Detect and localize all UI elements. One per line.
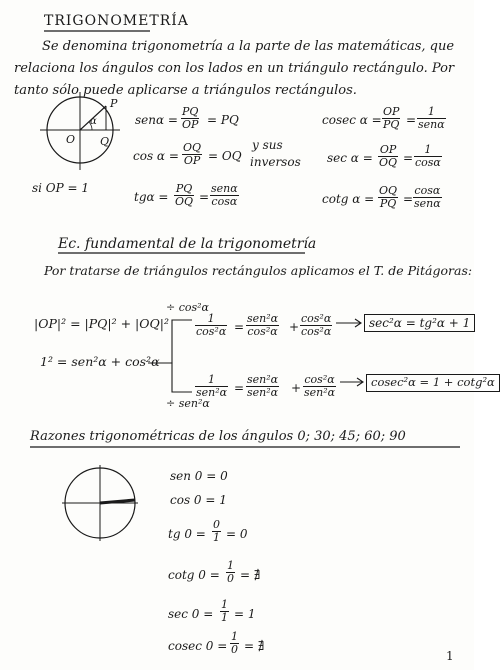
intro-line-1: Se denomina trigonometría a la parte de las matemáticas, que — [42, 39, 455, 54]
figure-label-p: P — [110, 97, 118, 110]
cotg-zero-rhs: = ∄ — [240, 568, 261, 582]
r2-frac-1: 1 sen²α — [196, 373, 228, 399]
tg-fraction-1: $\frac{PQ}{OQ}$ — [175, 182, 194, 208]
sec-eq: = — [403, 151, 414, 165]
r2-result-box: cosec²α = 1 + cotg²α — [366, 374, 500, 392]
cotg-fraction-2: cosα senα — [414, 184, 441, 210]
r2-eq: = — [234, 381, 245, 395]
sen-fraction: $\frac{PQ}{OP}$ — [182, 105, 199, 131]
cosec-eq: = — [406, 113, 417, 127]
circle-angle-zero-figure — [62, 465, 138, 541]
sec-fraction-2: $\frac{1}{\cos\alpha}$ — [415, 143, 441, 169]
sec-zero-fraction: $\frac{1}{1}$ — [221, 598, 228, 624]
cotg-zero-lhs: cotg 0 = — [168, 568, 220, 582]
cotg-eq: = — [403, 192, 414, 206]
divide-by-cos-label: ÷ cos²α — [166, 301, 209, 314]
cosec-zero-lhs: cosec 0 = — [168, 639, 228, 653]
sec-fraction-1: $\frac{OP}{OQ}$ — [379, 143, 398, 169]
cos-fraction: $\frac{OQ}{OP}$ — [183, 141, 202, 167]
r2-frac-2: sen²α sen²α — [247, 373, 279, 399]
cosec-fraction-1: $\frac{OP}{PQ}$ — [383, 105, 400, 131]
pythagoras-equation: |OP|² = |PQ|² + |OQ|² — [34, 316, 169, 331]
r1-eq: = — [234, 320, 245, 334]
intro-line-3: tanto sólo puede aplicarse a triángulos rectángulos. — [14, 83, 357, 98]
sen-zero: sen 0 = 0 — [170, 469, 228, 483]
cotg-zero-fraction: $\frac{1}{0}$ — [227, 559, 234, 585]
r1-result-box: sec²α = tg²α + 1 — [364, 314, 475, 332]
r2-frac-3: cos²α sen²α — [304, 373, 336, 399]
cosec-lhs: cosec α = — [322, 113, 382, 127]
r1-frac-3: $\frac{\text{cos²α}}{\text{cos²α}}$ — [301, 312, 332, 338]
tg-eq: = — [199, 190, 210, 204]
section2-text: Por tratarse de triángulos rectángulos aplicamos el T. de Pitágoras: — [44, 263, 473, 278]
cosec-fraction-2: 1 senα — [418, 105, 445, 131]
cotg-lhs: cotg α = — [322, 192, 375, 206]
cosec-zero-fraction: $\frac{1}{0}$ — [231, 630, 238, 656]
r1-plus: + — [289, 320, 300, 334]
divide-by-sen-label: ÷ sen²α — [166, 397, 210, 410]
tg-fraction-2: senα cosα — [211, 182, 238, 208]
cos-lhs: cos α = — [133, 149, 179, 163]
sec-zero-rhs: = 1 — [234, 607, 256, 621]
figure-label-alpha: α — [90, 116, 97, 127]
inversos-line-1: y sus — [252, 138, 283, 152]
cos-zero: cos 0 = 1 — [170, 493, 227, 507]
tg-zero-lhs: tg 0 = — [168, 527, 206, 541]
sen-lhs: senα = — [135, 113, 178, 127]
tg-zero-rhs: = 0 — [226, 527, 248, 541]
cotg-fraction-1: $\frac{OQ}{PQ}$ — [379, 184, 398, 210]
tg-zero-fraction: $\frac{0}{1}$ — [213, 518, 220, 544]
r1-frac-2: sen²α cos²α — [247, 312, 279, 338]
inversos-line-2: inversos — [250, 155, 301, 169]
r1-frac-1: $\frac{1}{\text{cos²α}}$ — [196, 312, 227, 338]
sec-lhs: sec α = — [327, 151, 373, 165]
cosec-zero-rhs: = ∄ — [244, 639, 265, 653]
r2-plus: + — [291, 381, 302, 395]
intro-line-2: relaciona los ángulos con los lados en un triángulo rectángulo. Por — [14, 61, 455, 76]
sen-rhs: = PQ — [207, 113, 239, 127]
tg-lhs: tgα = — [134, 190, 169, 204]
condition-op: si OP = 1 — [32, 181, 90, 195]
fundamental-identity: 1² = sen²α + cos²α — [40, 354, 160, 369]
cos-rhs: = OQ — [208, 149, 242, 163]
figure-label-o: O — [66, 133, 76, 146]
figure-label-q: Q — [100, 135, 110, 148]
sec-zero-lhs: sec 0 = — [168, 607, 214, 621]
section3-heading: Razones trigonométricas de los ángulos 0; 30; 45; 60; 90 — [30, 429, 406, 444]
page-title: TRIGONOMETRÍA — [44, 13, 189, 29]
page-number: 1 — [446, 649, 454, 663]
section2-heading: Ec. fundamental de la trigonometría — [58, 236, 317, 252]
unit-circle-figure — [40, 92, 120, 170]
